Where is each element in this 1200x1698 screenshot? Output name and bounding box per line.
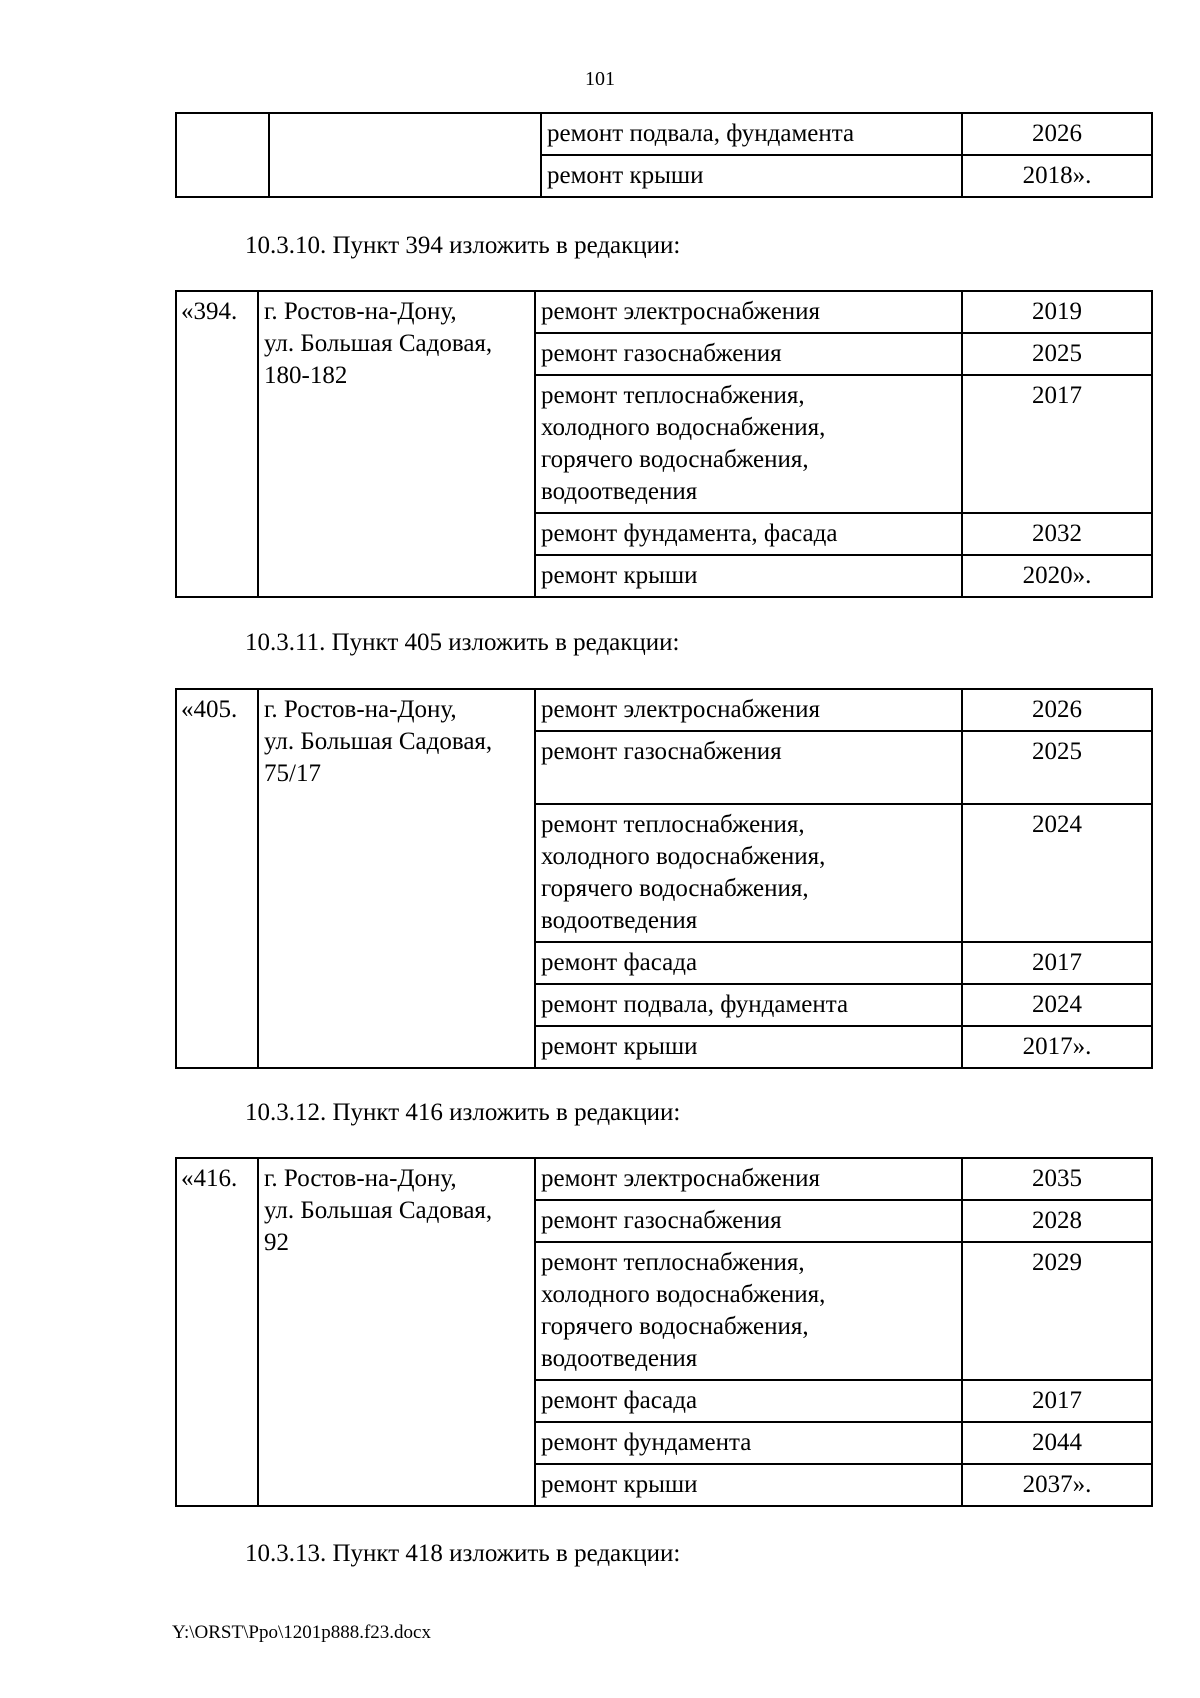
work-line: ремонт теплоснабжения, <box>541 382 805 409</box>
work-cell: ремонт электроснабжения <box>535 1158 962 1200</box>
table-row <box>176 113 1152 155</box>
work-cell <box>535 1242 962 1380</box>
work-line: холодного водоснабжения, <box>541 1281 826 1308</box>
item-table <box>175 290 1153 598</box>
work-line: холодного водоснабжения, <box>541 843 826 870</box>
year-cell: 2017 <box>962 942 1152 984</box>
work-cell: ремонт крыши <box>535 555 962 597</box>
year-cell: 2019 <box>962 291 1152 333</box>
work-cell <box>535 375 962 513</box>
item-table <box>175 1157 1153 1507</box>
year-cell: 2029 <box>962 1242 1152 1380</box>
address-line: 75/17 <box>264 760 321 787</box>
work-cell: ремонт фасада <box>535 942 962 984</box>
item-table <box>175 688 1153 1069</box>
work-cell: ремонт газоснабжения <box>535 1200 962 1242</box>
work-line: водоотведения <box>541 1345 698 1372</box>
address-cell <box>258 291 535 597</box>
year-cell: 2017 <box>962 375 1152 513</box>
year-cell: 2024 <box>962 804 1152 942</box>
address-line: г. Ростов-на-Дону, <box>264 1165 457 1192</box>
work-cell: ремонт подвала, фундамента <box>541 113 962 155</box>
item-number-cell: «416. <box>176 1158 258 1506</box>
year-cell: 2026 <box>962 689 1152 731</box>
year-cell: 2020». <box>962 555 1152 597</box>
work-cell: ремонт газоснабжения <box>535 731 962 804</box>
year-cell: 2026 <box>962 113 1152 155</box>
work-cell: ремонт электроснабжения <box>535 689 962 731</box>
year-cell: 2028 <box>962 1200 1152 1242</box>
work-line: водоотведения <box>541 907 698 934</box>
work-line: горячего водоснабжения, <box>541 875 809 902</box>
address-cell <box>269 113 541 197</box>
work-cell: ремонт крыши <box>535 1464 962 1506</box>
paragraph: 10.3.12. Пункт 416 изложить в редакции: <box>245 1099 681 1126</box>
address-line: ул. Большая Садовая, <box>264 330 493 357</box>
address-line: 92 <box>264 1229 289 1256</box>
item-number-cell: «405. <box>176 689 258 1068</box>
work-line: ремонт теплоснабжения, <box>541 811 805 838</box>
address-line: ул. Большая Садовая, <box>264 728 493 755</box>
year-cell: 2035 <box>962 1158 1152 1200</box>
work-cell: ремонт подвала, фундамента <box>535 984 962 1026</box>
item-number-cell: «394. <box>176 291 258 597</box>
address-line: г. Ростов-на-Дону, <box>264 298 457 325</box>
table-row <box>176 689 1152 731</box>
work-cell: ремонт фасада <box>535 1380 962 1422</box>
year-cell: 2017». <box>962 1026 1152 1068</box>
year-cell: 2024 <box>962 984 1152 1026</box>
table-row <box>176 1158 1152 1200</box>
year-cell: 2017 <box>962 1380 1152 1422</box>
work-cell: ремонт фундамента <box>535 1422 962 1464</box>
page-number: 101 <box>585 68 615 90</box>
address-cell <box>258 689 535 1068</box>
work-line: водоотведения <box>541 478 698 505</box>
footer-file-path: Y:\ORST\Ppo\1201p888.f23.docx <box>172 1622 431 1643</box>
work-line: горячего водоснабжения, <box>541 1313 809 1340</box>
table-row <box>176 291 1152 333</box>
work-cell: ремонт крыши <box>541 155 962 197</box>
year-cell: 2044 <box>962 1422 1152 1464</box>
paragraph: 10.3.11. Пункт 405 изложить в редакции: <box>245 629 680 656</box>
work-line: холодного водоснабжения, <box>541 414 826 441</box>
address-line: 180-182 <box>264 362 348 389</box>
year-cell: 2037». <box>962 1464 1152 1506</box>
year-cell: 2032 <box>962 513 1152 555</box>
work-cell: ремонт электроснабжения <box>535 291 962 333</box>
work-line: горячего водоснабжения, <box>541 446 809 473</box>
work-cell: ремонт крыши <box>535 1026 962 1068</box>
number-cell <box>176 113 269 197</box>
work-cell <box>535 804 962 942</box>
paragraph: 10.3.10. Пункт 394 изложить в редакции: <box>245 232 681 259</box>
year-cell: 2025 <box>962 731 1152 804</box>
paragraph: 10.3.13. Пункт 418 изложить в редакции: <box>245 1540 681 1567</box>
continuation-table <box>175 112 1153 198</box>
work-line: ремонт теплоснабжения, <box>541 1249 805 1276</box>
address-cell <box>258 1158 535 1506</box>
work-cell: ремонт газоснабжения <box>535 333 962 375</box>
year-cell: 2025 <box>962 333 1152 375</box>
address-line: ул. Большая Садовая, <box>264 1197 493 1224</box>
address-line: г. Ростов-на-Дону, <box>264 696 457 723</box>
year-cell: 2018». <box>962 155 1152 197</box>
work-cell: ремонт фундамента, фасада <box>535 513 962 555</box>
